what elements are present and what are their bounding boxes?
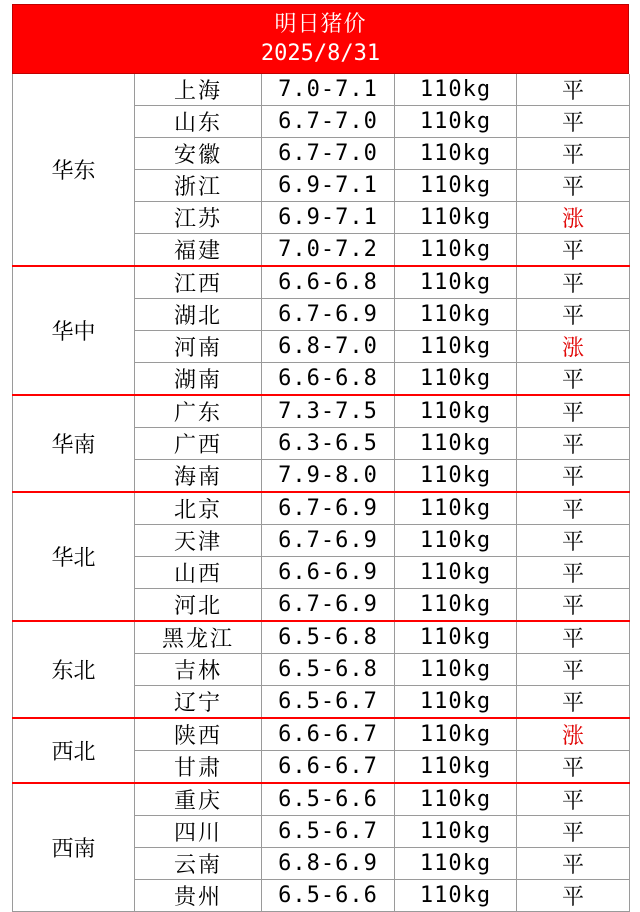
price-range-cell: 6.7-6.9 [262,525,395,557]
weight-cell: 110kg [395,557,517,589]
city-cell: 江西 [135,266,262,299]
price-range-cell: 6.8-6.9 [262,848,395,880]
trend-cell: 平 [517,395,630,428]
city-cell: 天津 [135,525,262,557]
city-cell: 上海 [135,74,262,106]
city-cell: 四川 [135,816,262,848]
city-cell: 江苏 [135,202,262,234]
table-row [13,492,630,525]
region-name: 华北 [13,492,135,621]
region-name: 华东 [13,74,135,266]
trend-cell: 平 [517,525,630,557]
price-range-cell: 6.6-6.9 [262,557,395,589]
weight-cell: 110kg [395,299,517,331]
price-table [12,74,630,912]
weight-cell: 110kg [395,266,517,299]
price-sheet [12,4,629,912]
city-cell: 福建 [135,234,262,267]
price-range-cell: 6.8-7.0 [262,331,395,363]
trend-cell: 平 [517,816,630,848]
table-row [13,266,630,299]
city-cell: 陕西 [135,718,262,751]
weight-cell: 110kg [395,621,517,654]
weight-cell: 110kg [395,492,517,525]
price-range-cell: 6.7-7.0 [262,138,395,170]
weight-cell: 110kg [395,848,517,880]
price-range-cell: 6.9-7.1 [262,202,395,234]
table-header [12,4,629,74]
trend-cell: 平 [517,363,630,396]
trend-cell: 涨 [517,718,630,751]
trend-cell: 涨 [517,202,630,234]
city-cell: 重庆 [135,783,262,816]
price-range-cell: 6.5-6.7 [262,816,395,848]
price-range-cell: 7.3-7.5 [262,395,395,428]
trend-cell: 平 [517,654,630,686]
trend-cell: 平 [517,138,630,170]
table-row [13,783,630,816]
weight-cell: 110kg [395,106,517,138]
weight-cell: 110kg [395,460,517,493]
trend-cell: 平 [517,557,630,589]
table-row [13,621,630,654]
trend-cell: 平 [517,621,630,654]
price-range-cell: 6.6-6.7 [262,751,395,784]
city-cell: 海南 [135,460,262,493]
weight-cell: 110kg [395,751,517,784]
price-range-cell: 6.5-6.6 [262,880,395,912]
weight-cell: 110kg [395,686,517,719]
city-cell: 山东 [135,106,262,138]
trend-cell: 平 [517,266,630,299]
sheet-title: 明日猪价 [274,12,367,37]
weight-cell: 110kg [395,525,517,557]
trend-cell: 涨 [517,331,630,363]
price-range-cell: 6.6-6.8 [262,266,395,299]
trend-cell: 平 [517,751,630,784]
price-range-cell: 6.7-6.9 [262,299,395,331]
trend-cell: 平 [517,686,630,719]
price-range-cell: 6.7-6.9 [262,492,395,525]
city-cell: 浙江 [135,170,262,202]
city-cell: 吉林 [135,654,262,686]
weight-cell: 110kg [395,880,517,912]
table-row [13,74,630,106]
price-range-cell: 6.5-6.8 [262,654,395,686]
city-cell: 甘肃 [135,751,262,784]
trend-cell: 平 [517,492,630,525]
region-name: 西北 [13,718,135,783]
weight-cell: 110kg [395,170,517,202]
price-range-cell: 6.6-6.7 [262,718,395,751]
price-range-cell: 6.5-6.6 [262,783,395,816]
weight-cell: 110kg [395,202,517,234]
sheet-date: 2025/8/31 [260,41,381,66]
city-cell: 湖南 [135,363,262,396]
trend-cell: 平 [517,783,630,816]
price-range-cell: 7.0-7.2 [262,234,395,267]
region-name: 华中 [13,266,135,395]
weight-cell: 110kg [395,234,517,267]
city-cell: 安徽 [135,138,262,170]
city-cell: 广东 [135,395,262,428]
weight-cell: 110kg [395,138,517,170]
weight-cell: 110kg [395,654,517,686]
table-row [13,395,630,428]
weight-cell: 110kg [395,74,517,106]
price-range-cell: 6.7-6.9 [262,589,395,622]
city-cell: 河北 [135,589,262,622]
region-name: 西南 [13,783,135,912]
trend-cell: 平 [517,299,630,331]
price-range-cell: 6.7-7.0 [262,106,395,138]
city-cell: 辽宁 [135,686,262,719]
weight-cell: 110kg [395,783,517,816]
weight-cell: 110kg [395,363,517,396]
trend-cell: 平 [517,460,630,493]
region-name: 华南 [13,395,135,492]
trend-cell: 平 [517,589,630,622]
city-cell: 云南 [135,848,262,880]
price-range-cell: 6.5-6.8 [262,621,395,654]
trend-cell: 平 [517,106,630,138]
weight-cell: 110kg [395,589,517,622]
price-range-cell: 6.6-6.8 [262,363,395,396]
trend-cell: 平 [517,170,630,202]
city-cell: 湖北 [135,299,262,331]
price-range-cell: 7.0-7.1 [262,74,395,106]
price-range-cell: 6.5-6.7 [262,686,395,719]
weight-cell: 110kg [395,395,517,428]
weight-cell: 110kg [395,718,517,751]
price-range-cell: 6.3-6.5 [262,428,395,460]
city-cell: 黑龙江 [135,621,262,654]
price-range-cell: 6.9-7.1 [262,170,395,202]
trend-cell: 平 [517,74,630,106]
weight-cell: 110kg [395,331,517,363]
city-cell: 山西 [135,557,262,589]
trend-cell: 平 [517,428,630,460]
price-range-cell: 7.9-8.0 [262,460,395,493]
region-name: 东北 [13,621,135,718]
table-row [13,718,630,751]
weight-cell: 110kg [395,428,517,460]
price-table-body [13,74,630,912]
trend-cell: 平 [517,880,630,912]
trend-cell: 平 [517,234,630,267]
weight-cell: 110kg [395,816,517,848]
trend-cell: 平 [517,848,630,880]
city-cell: 北京 [135,492,262,525]
city-cell: 河南 [135,331,262,363]
city-cell: 贵州 [135,880,262,912]
city-cell: 广西 [135,428,262,460]
